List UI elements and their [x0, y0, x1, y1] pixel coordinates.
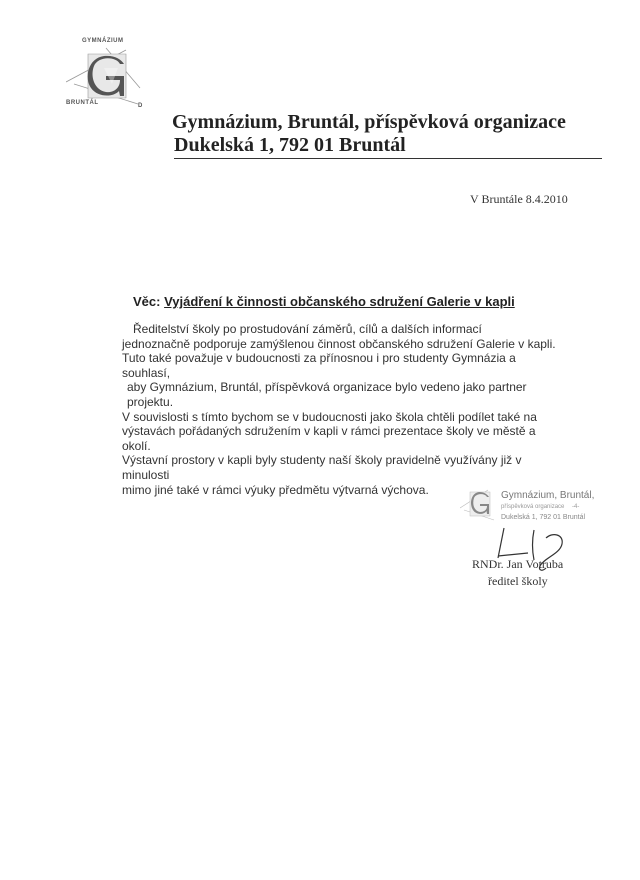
body-line: jednoznačně podporuje zamýšlenou činnost občanského sdružení Galerie v kapli.	[122, 336, 556, 351]
stamp-logo-icon	[460, 486, 498, 524]
stamp-line-1: Gymnázium, Bruntál,	[501, 490, 595, 501]
stamp-org-type: příspěvková organizace	[501, 504, 565, 510]
letter-date: V Bruntále 8.4.2010	[470, 192, 568, 206]
header-divider	[174, 158, 602, 159]
subject-prefix: Věc:	[133, 294, 161, 309]
organization-name: Gymnázium, Bruntál, příspěvková organizace	[172, 111, 566, 133]
body-line: Výstavní prostory v kapli byly studenty naší školy pravidelně využívány již v minulosti	[122, 453, 522, 482]
body-line: Ředitelství školy po prostudování záměrů, cílů a dalších informací	[133, 322, 482, 336]
letter-body	[122, 322, 562, 497]
stamp-line-2	[501, 504, 579, 510]
stamp-line-3: Dukelská 1, 792 01 Bruntál	[501, 514, 586, 521]
body-line: V souvislosti s tímto bychom se v budoucnosti jako škola chtěli podílet také na	[122, 409, 537, 424]
body-line: výstavách pořádaných sdružením v kapli v rámci prezentace školy ve městě a okolí.	[122, 424, 536, 453]
stamp-mark: -4-	[572, 504, 580, 510]
logo-corner-mark: D	[138, 103, 143, 109]
subject-line	[133, 294, 515, 309]
school-logo	[66, 30, 146, 116]
signatory-name: RNDr. Jan Votruba	[472, 557, 564, 571]
organization-address: Dukelská 1, 792 01 Bruntál	[174, 134, 406, 156]
body-line: aby Gymnázium, Bruntál, příspěvková organizace bylo vedeno jako partner projektu.	[127, 380, 527, 409]
body-line: Tuto také považuje v budoucnosti za přínosnou i pro studenty Gymnázia a souhlasí,	[122, 351, 516, 380]
subject-text: Vyjádření k činnosti občanského sdružení Galerie v kapli	[164, 294, 515, 309]
logo-top-text: GYMNÁZIUM	[82, 38, 124, 44]
body-line: mimo jiné také v rámci výuky předmětu výtvarná výchova.	[122, 482, 429, 497]
logo-bottom-text: BRUNTÁL	[66, 100, 99, 106]
signatory-role: ředitel školy	[488, 574, 548, 588]
